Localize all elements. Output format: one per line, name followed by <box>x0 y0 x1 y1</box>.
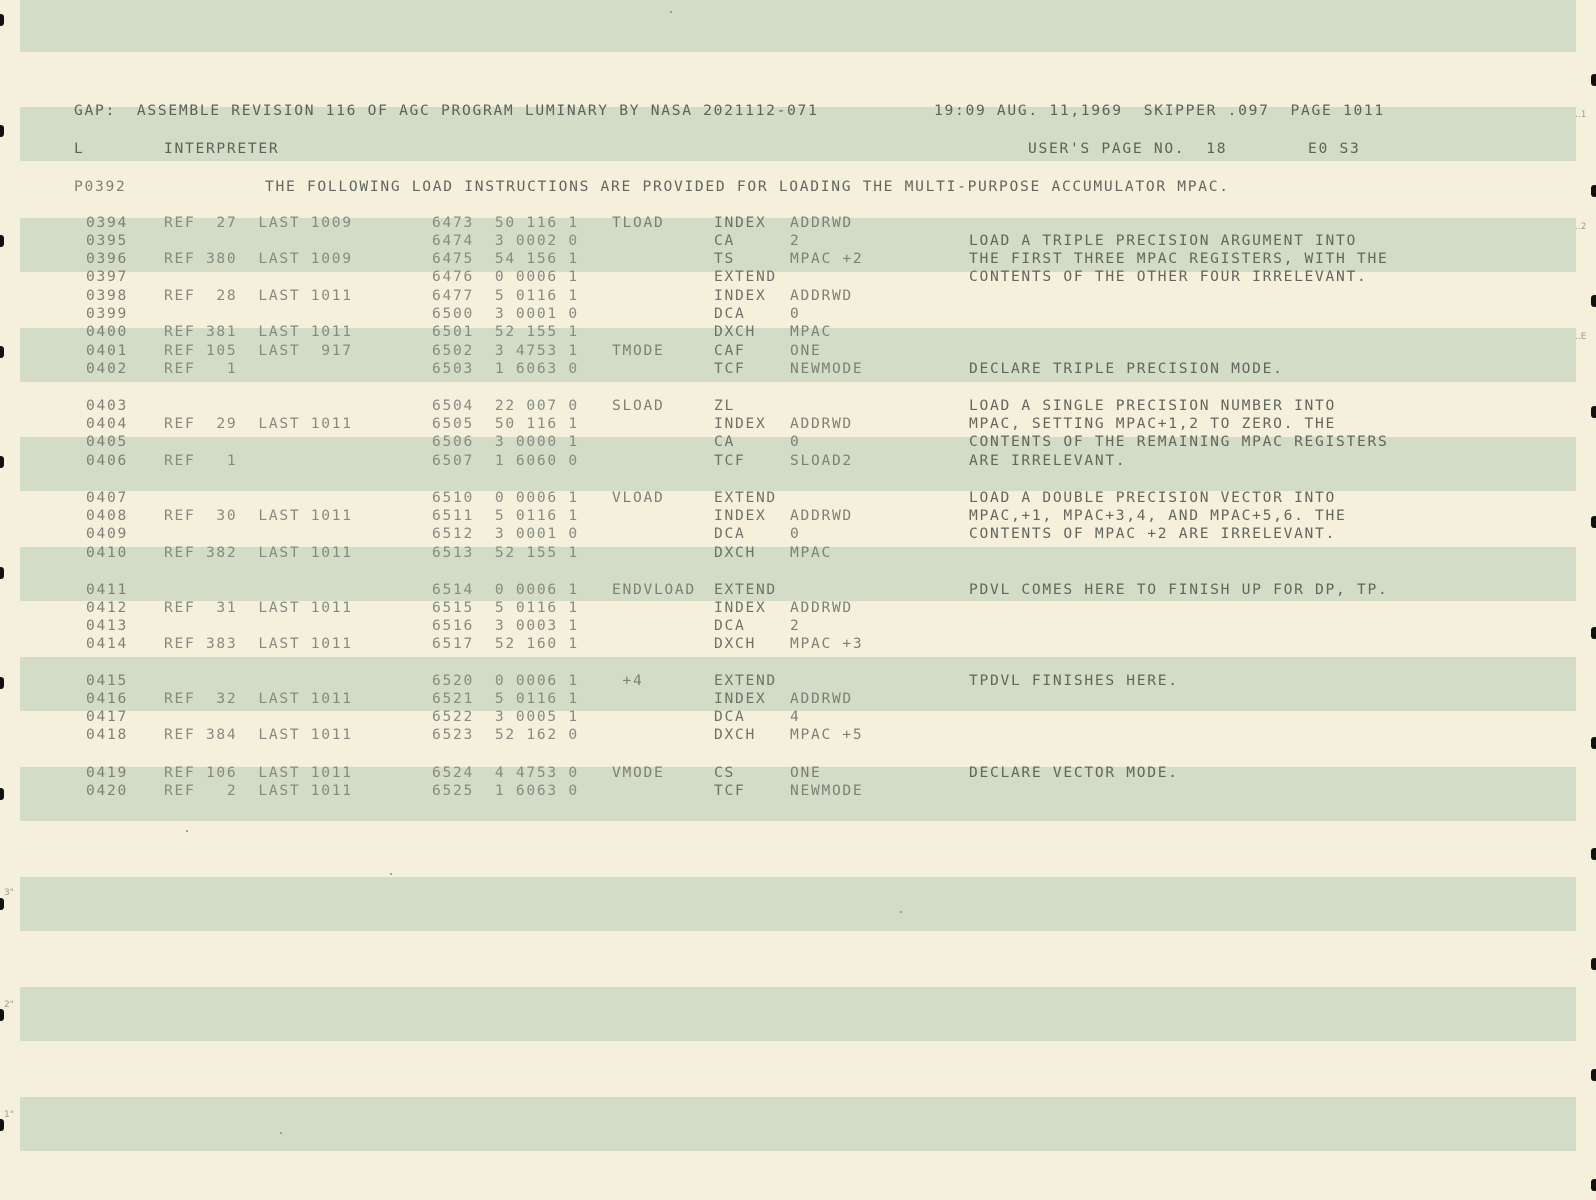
comment: DECLARE TRIPLE PRECISION MODE. <box>969 360 1284 377</box>
paper-band <box>20 987 1576 1041</box>
feed-hole <box>0 346 4 358</box>
operand: 2 <box>790 617 801 634</box>
address-code: 6506 3 0000 1 <box>432 433 579 450</box>
comment: MPAC, SETTING MPAC+1,2 TO ZERO. THE <box>969 415 1337 432</box>
opcode: DCA <box>714 708 746 725</box>
feed-hole <box>1591 627 1596 639</box>
opcode: CA <box>714 433 735 450</box>
address-code: 6511 5 0116 1 <box>432 507 579 524</box>
line-number: 0404 <box>86 415 128 432</box>
opcode: INDEX <box>714 507 767 524</box>
comment: ARE IRRELEVANT. <box>969 452 1127 469</box>
feed-hole <box>1591 74 1596 86</box>
address-code: 6502 3 4753 1 <box>432 342 579 359</box>
line-number: 0398 <box>86 287 128 304</box>
listing-title: GAP: ASSEMBLE REVISION 116 OF AGC PROGRAM LUMINARY BY NASA 2021112-071 <box>74 102 819 119</box>
address-code: 6500 3 0001 0 <box>432 305 579 322</box>
comment: TPDVL FINISHES HERE. <box>969 672 1179 689</box>
line-number: 0406 <box>86 452 128 469</box>
opcode: DXCH <box>714 323 756 340</box>
operand: MPAC +2 <box>790 250 864 267</box>
paper-speck <box>900 911 902 913</box>
operand: 4 <box>790 708 801 725</box>
opcode: EXTEND <box>714 672 777 689</box>
ref-info: REF 27 LAST 1009 <box>164 214 353 231</box>
feed-hole <box>0 1119 4 1131</box>
address-code: 6515 5 0116 1 <box>432 599 579 616</box>
line-number: 0418 <box>86 726 128 743</box>
operand: ONE <box>790 764 822 781</box>
symbol-label: +4 <box>612 672 644 689</box>
address-code: 6476 0 0006 1 <box>432 268 579 285</box>
operand: 0 <box>790 433 801 450</box>
line-number: 0420 <box>86 782 128 799</box>
operand: ONE <box>790 342 822 359</box>
paper-band <box>20 1097 1576 1151</box>
line-number: 0399 <box>86 305 128 322</box>
comment: LOAD A SINGLE PRECISION NUMBER INTO <box>969 397 1337 414</box>
symbol-label: TMODE <box>612 342 665 359</box>
address-code: 6503 1 6063 0 <box>432 360 579 377</box>
feed-hole <box>1591 737 1596 749</box>
address-code: 6525 1 6063 0 <box>432 782 579 799</box>
opcode: DXCH <box>714 635 756 652</box>
address-code: 6516 3 0003 1 <box>432 617 579 634</box>
comment: MPAC,+1, MPAC+3,4, AND MPAC+5,6. THE <box>969 507 1347 524</box>
operand: 0 <box>790 305 801 322</box>
operand: MPAC +3 <box>790 635 864 652</box>
address-code: 6512 3 0001 0 <box>432 525 579 542</box>
opcode: DXCH <box>714 544 756 561</box>
opcode: TCF <box>714 360 746 377</box>
address-code: 6501 52 155 1 <box>432 323 579 340</box>
feed-hole <box>1591 295 1596 307</box>
line-number: 0409 <box>86 525 128 542</box>
opcode: EXTEND <box>714 581 777 598</box>
ref-info: REF 32 LAST 1011 <box>164 690 353 707</box>
symbol-label: VLOAD <box>612 489 665 506</box>
address-code: 6520 0 0006 1 <box>432 672 579 689</box>
print-timestamp: 19:09 AUG. 11,1969 SKIPPER .097 PAGE 1011 <box>934 102 1385 119</box>
paper-band <box>20 0 1576 52</box>
address-code: 6513 52 155 1 <box>432 544 579 561</box>
intro-comment: THE FOLLOWING LOAD INSTRUCTIONS ARE PROVIDED FOR LOADING THE MULTI-PURPOSE ACCUMULATOR MPAC. <box>265 178 1230 195</box>
line-number: 0405 <box>86 433 128 450</box>
feed-hole <box>1591 1179 1596 1191</box>
address-code: 6475 54 156 1 <box>432 250 579 267</box>
operand: ADDRWD <box>790 415 853 432</box>
ref-info: REF 31 LAST 1011 <box>164 599 353 616</box>
margin-mark: ..1 <box>1575 110 1587 120</box>
opcode: CS <box>714 764 735 781</box>
feed-hole <box>0 235 4 247</box>
comment: CONTENTS OF MPAC +2 ARE IRRELEVANT. <box>969 525 1337 542</box>
address-code: 6473 50 116 1 <box>432 214 579 231</box>
opcode: DCA <box>714 525 746 542</box>
paper-speck <box>186 830 188 832</box>
opcode: CA <box>714 232 735 249</box>
address-code: 6510 0 0006 1 <box>432 489 579 506</box>
operand: MPAC <box>790 544 832 561</box>
opcode: DCA <box>714 305 746 322</box>
paper-speck <box>670 11 672 13</box>
ref-info: REF 380 LAST 1009 <box>164 250 353 267</box>
opcode: INDEX <box>714 690 767 707</box>
opcode: INDEX <box>714 214 767 231</box>
address-code: 6477 5 0116 1 <box>432 287 579 304</box>
feed-hole <box>1591 406 1596 418</box>
line-number: 0415 <box>86 672 128 689</box>
address-code: 6522 3 0005 1 <box>432 708 579 725</box>
symbol-label: TLOAD <box>612 214 665 231</box>
comment: CONTENTS OF THE OTHER FOUR IRRELEVANT. <box>969 268 1368 285</box>
address-code: 6521 5 0116 1 <box>432 690 579 707</box>
feed-hole <box>0 14 4 26</box>
paper-speck <box>280 1132 282 1134</box>
ref-info: REF 30 LAST 1011 <box>164 507 353 524</box>
operand: ADDRWD <box>790 214 853 231</box>
symbol-label: VMODE <box>612 764 665 781</box>
ref-info: REF 1 <box>164 360 238 377</box>
feed-hole <box>0 898 4 910</box>
address-code: 6505 50 116 1 <box>432 415 579 432</box>
line-number: 0401 <box>86 342 128 359</box>
margin-mark: 3" <box>4 888 14 898</box>
opcode: ZL <box>714 397 735 414</box>
operand: MPAC <box>790 323 832 340</box>
line-number: 0410 <box>86 544 128 561</box>
feed-hole <box>0 788 4 800</box>
user-page-number: USER'S PAGE NO. 18 <box>1028 140 1228 157</box>
feed-hole <box>0 677 4 689</box>
feed-hole <box>1591 958 1596 970</box>
line-number: 0414 <box>86 635 128 652</box>
margin-mark: 2" <box>4 1000 14 1010</box>
log-section-letter: L <box>74 140 85 157</box>
ref-info: REF 2 LAST 1011 <box>164 782 353 799</box>
feed-hole <box>0 125 4 137</box>
line-number: 0395 <box>86 232 128 249</box>
opcode: INDEX <box>714 287 767 304</box>
comment: THE FIRST THREE MPAC REGISTERS, WITH THE <box>969 250 1389 267</box>
line-number: 0397 <box>86 268 128 285</box>
line-number: 0403 <box>86 397 128 414</box>
margin-mark: ..E <box>1575 332 1587 342</box>
feed-hole <box>1591 1069 1596 1081</box>
line-number: 0402 <box>86 360 128 377</box>
ref-info: REF 29 LAST 1011 <box>164 415 353 432</box>
line-number: 0417 <box>86 708 128 725</box>
operand: ADDRWD <box>790 599 853 616</box>
operand: NEWMODE <box>790 782 864 799</box>
opcode: INDEX <box>714 599 767 616</box>
comment: DECLARE VECTOR MODE. <box>969 764 1179 781</box>
operand: ADDRWD <box>790 507 853 524</box>
opcode: EXTEND <box>714 268 777 285</box>
comment: PDVL COMES HERE TO FINISH UP FOR DP, TP. <box>969 581 1389 598</box>
operand: SLOAD2 <box>790 452 853 469</box>
feed-hole <box>0 567 4 579</box>
margin-mark: 1" <box>4 1110 14 1120</box>
operand: 0 <box>790 525 801 542</box>
opcode: DCA <box>714 617 746 634</box>
ref-info: REF 105 LAST 917 <box>164 342 353 359</box>
comment: LOAD A TRIPLE PRECISION ARGUMENT INTO <box>969 232 1357 249</box>
opcode: TCF <box>714 452 746 469</box>
feed-hole <box>1591 848 1596 860</box>
operand: ADDRWD <box>790 690 853 707</box>
operand: NEWMODE <box>790 360 864 377</box>
opcode: TCF <box>714 782 746 799</box>
log-section-name: INTERPRETER <box>164 140 280 157</box>
ref-info: REF 381 LAST 1011 <box>164 323 353 340</box>
line-number: 0412 <box>86 599 128 616</box>
feed-hole <box>1591 516 1596 528</box>
line-number: 0413 <box>86 617 128 634</box>
page-code: E0 S3 <box>1308 140 1361 157</box>
opcode: INDEX <box>714 415 767 432</box>
opcode: TS <box>714 250 735 267</box>
paper-speck <box>390 873 392 875</box>
address-code: 6507 1 6060 0 <box>432 452 579 469</box>
line-number: 0400 <box>86 323 128 340</box>
opcode: CAF <box>714 342 746 359</box>
paper-band <box>20 877 1576 931</box>
feed-hole <box>0 1009 4 1021</box>
address-code: 6504 22 007 0 <box>432 397 579 414</box>
line-number: 0407 <box>86 489 128 506</box>
address-code: 6474 3 0002 0 <box>432 232 579 249</box>
opcode: DXCH <box>714 726 756 743</box>
line-number: 0408 <box>86 507 128 524</box>
address-code: 6514 0 0006 1 <box>432 581 579 598</box>
line-number: 0411 <box>86 581 128 598</box>
address-code: 6517 52 160 1 <box>432 635 579 652</box>
ref-info: REF 384 LAST 1011 <box>164 726 353 743</box>
line-number: 0416 <box>86 690 128 707</box>
margin-mark: ..2 <box>1575 222 1587 232</box>
symbol-label: SLOAD <box>612 397 665 414</box>
ref-info: REF 28 LAST 1011 <box>164 287 353 304</box>
ref-info: REF 382 LAST 1011 <box>164 544 353 561</box>
line-number: 0394 <box>86 214 128 231</box>
comment: CONTENTS OF THE REMAINING MPAC REGISTERS <box>969 433 1389 450</box>
address-code: 6523 52 162 0 <box>432 726 579 743</box>
ref-info: REF 1 <box>164 452 238 469</box>
line-number: 0396 <box>86 250 128 267</box>
comment: LOAD A DOUBLE PRECISION VECTOR INTO <box>969 489 1337 506</box>
intro-line-number: P0392 <box>74 178 127 195</box>
operand: 2 <box>790 232 801 249</box>
ref-info: REF 383 LAST 1011 <box>164 635 353 652</box>
operand: MPAC +5 <box>790 726 864 743</box>
symbol-label: ENDVLOAD <box>612 581 696 598</box>
feed-hole <box>0 456 4 468</box>
ref-info: REF 106 LAST 1011 <box>164 764 353 781</box>
line-number: 0419 <box>86 764 128 781</box>
opcode: EXTEND <box>714 489 777 506</box>
feed-hole <box>1591 185 1596 197</box>
operand: ADDRWD <box>790 287 853 304</box>
address-code: 6524 4 4753 0 <box>432 764 579 781</box>
